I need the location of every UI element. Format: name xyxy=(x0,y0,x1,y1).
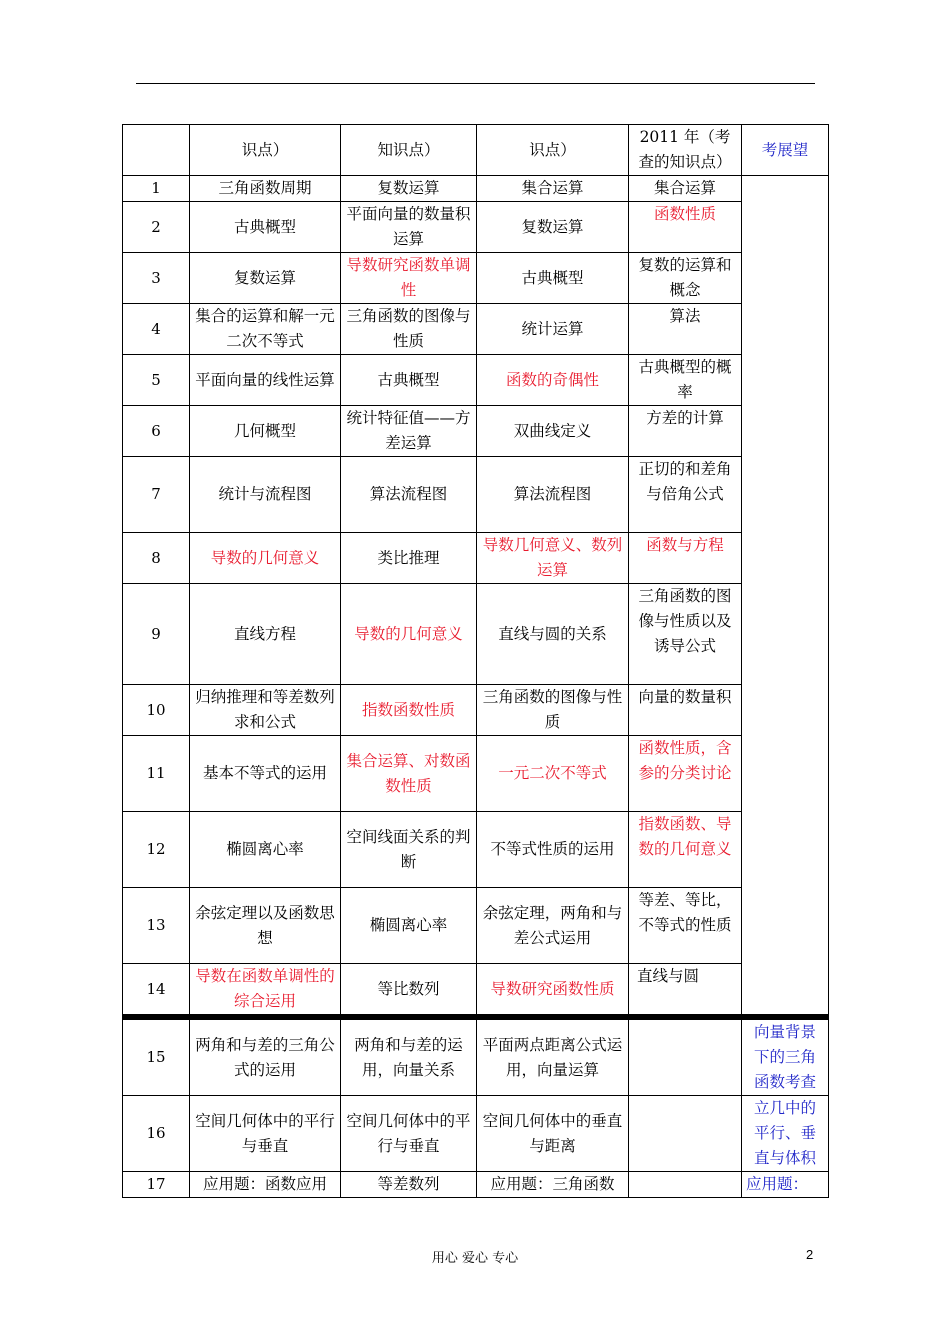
row-number: 5 xyxy=(123,355,190,406)
header-rule xyxy=(136,83,815,84)
table-cell: 两角和与差的三角公式的运用 xyxy=(190,1019,341,1096)
table-cell: 函数的奇偶性 xyxy=(477,355,629,406)
header-cell-outlook: 考展望 xyxy=(742,125,829,176)
table-cell: 函数性质，含参的分类讨论 xyxy=(629,736,742,812)
row-number: 1 xyxy=(123,176,190,202)
table-cell: 古典概型 xyxy=(341,355,477,406)
table-cell: 类比推理 xyxy=(341,533,477,584)
table-cell: 古典概型 xyxy=(477,253,629,304)
header-cell-index xyxy=(123,125,190,176)
table-cell: 空间几何体中的平行与垂直 xyxy=(341,1096,477,1172)
table-cell: 基本不等式的运用 xyxy=(190,736,341,812)
header-cell: 2011 年（考查的知识点） xyxy=(629,125,742,176)
table-cell: 方差的计算 xyxy=(629,406,742,457)
table-cell: 集合运算 xyxy=(629,176,742,202)
table-cell: 空间几何体中的平行与垂直 xyxy=(190,1096,341,1172)
table-cell xyxy=(629,1096,742,1172)
table-cell: 平面向量的线性运算 xyxy=(190,355,341,406)
table-cell: 复数运算 xyxy=(477,202,629,253)
table-cell: 等差数列 xyxy=(341,1172,477,1198)
row-number: 10 xyxy=(123,685,190,736)
table-cell: 直线与圆 xyxy=(629,964,742,1016)
table-cell: 统计运算 xyxy=(477,304,629,355)
table-cell: 应用题：三角函数 xyxy=(477,1172,629,1198)
table-cell: 古典概型的概率 xyxy=(629,355,742,406)
outlook-cell-empty xyxy=(742,176,829,1016)
table-cell: 三角函数的图像与性质 xyxy=(341,304,477,355)
table-cell: 直线与圆的关系 xyxy=(477,584,629,685)
table-cell: 余弦定理，两角和与差公式运用 xyxy=(477,888,629,964)
outlook-cell: 立几中的平行、垂直与体积 xyxy=(742,1096,829,1172)
table-cell: 应用题：函数应用 xyxy=(190,1172,341,1198)
table-cell: 等比数列 xyxy=(341,964,477,1016)
page-number: 2 xyxy=(806,1247,814,1262)
outlook-cell: 向量背景下的三角函数考查 xyxy=(742,1019,829,1096)
table-cell: 集合的运算和解一元二次不等式 xyxy=(190,304,341,355)
row-number: 12 xyxy=(123,812,190,888)
knowledge-points-table xyxy=(122,124,829,1198)
table-cell: 空间几何体中的垂直与距离 xyxy=(477,1096,629,1172)
table-row xyxy=(123,406,829,457)
table-row xyxy=(123,355,829,406)
table-cell: 古典概型 xyxy=(190,202,341,253)
table-cell: 几何概型 xyxy=(190,406,341,457)
table-cell: 不等式性质的运用 xyxy=(477,812,629,888)
table-row xyxy=(123,457,829,533)
table-cell: 算法流程图 xyxy=(477,457,629,533)
table-cell: 复数运算 xyxy=(190,253,341,304)
table-cell: 导数的几何意义 xyxy=(190,533,341,584)
table-cell: 椭圆离心率 xyxy=(190,812,341,888)
outlook-cell: 应用题： xyxy=(742,1172,829,1198)
table-cell: 复数运算 xyxy=(341,176,477,202)
table-cell: 复数的运算和概念 xyxy=(629,253,742,304)
table-cell: 三角函数的图像与性质 xyxy=(477,685,629,736)
table-row xyxy=(123,1172,829,1198)
table-cell: 余弦定理以及函数思想 xyxy=(190,888,341,964)
table-cell: 三角函数周期 xyxy=(190,176,341,202)
row-number: 15 xyxy=(123,1019,190,1096)
table-cell: 椭圆离心率 xyxy=(341,888,477,964)
header-cell: 知识点） xyxy=(341,125,477,176)
footer-text: 用心 爱心 专心 xyxy=(431,1251,519,1266)
row-number: 16 xyxy=(123,1096,190,1172)
row-number: 3 xyxy=(123,253,190,304)
table-cell: 指数函数、导数的几何意义 xyxy=(629,812,742,888)
table-cell: 导数在函数单调性的综合运用 xyxy=(190,964,341,1016)
table-row xyxy=(123,584,829,685)
row-number: 2 xyxy=(123,202,190,253)
table-cell: 统计特征值——方差运算 xyxy=(341,406,477,457)
table-cell: 指数函数性质 xyxy=(341,685,477,736)
table-cell: 平面向量的数量积运算 xyxy=(341,202,477,253)
row-number: 7 xyxy=(123,457,190,533)
table-row xyxy=(123,888,829,964)
table-cell xyxy=(629,1172,742,1198)
row-number: 8 xyxy=(123,533,190,584)
table-row xyxy=(123,1096,829,1172)
row-number: 6 xyxy=(123,406,190,457)
header-cell: 识点） xyxy=(190,125,341,176)
row-number: 14 xyxy=(123,964,190,1016)
table-cell: 归纳推理和等差数列求和公式 xyxy=(190,685,341,736)
table-cell: 直线方程 xyxy=(190,584,341,685)
row-number: 4 xyxy=(123,304,190,355)
table-cell: 导数几何意义、数列运算 xyxy=(477,533,629,584)
table-cell: 等差、等比，不等式的性质 xyxy=(629,888,742,964)
table-row xyxy=(123,533,829,584)
table-cell: 正切的和差角与倍角公式 xyxy=(629,457,742,533)
header-cell: 识点） xyxy=(477,125,629,176)
table-cell: 统计与流程图 xyxy=(190,457,341,533)
table-cell: 两角和与差的运用，向量关系 xyxy=(341,1019,477,1096)
table-cell: 一元二次不等式 xyxy=(477,736,629,812)
table-cell: 空间线面关系的判断 xyxy=(341,812,477,888)
row-number: 9 xyxy=(123,584,190,685)
table-cell: 向量的数量积 xyxy=(629,685,742,736)
table-row xyxy=(123,253,829,304)
table-cell: 双曲线定义 xyxy=(477,406,629,457)
table-row xyxy=(123,685,829,736)
table-cell: 平面两点距离公式运用，向量运算 xyxy=(477,1019,629,1096)
table-cell xyxy=(629,1019,742,1096)
table-cell: 算法 xyxy=(629,304,742,355)
table-row xyxy=(123,202,829,253)
table-cell: 导数的几何意义 xyxy=(341,584,477,685)
table-cell: 导数研究函数单调性 xyxy=(341,253,477,304)
table-row xyxy=(123,964,829,1016)
table-cell: 函数性质 xyxy=(629,202,742,253)
table-cell: 算法流程图 xyxy=(341,457,477,533)
row-number: 11 xyxy=(123,736,190,812)
row-number: 13 xyxy=(123,888,190,964)
row-number: 17 xyxy=(123,1172,190,1198)
table-cell: 函数与方程 xyxy=(629,533,742,584)
table-row xyxy=(123,176,829,202)
table-row xyxy=(123,304,829,355)
table-row xyxy=(123,736,829,812)
table-header-row xyxy=(123,125,829,176)
table-cell: 集合运算 xyxy=(477,176,629,202)
table-cell: 导数研究函数性质 xyxy=(477,964,629,1016)
table-row xyxy=(123,1019,829,1096)
table-row xyxy=(123,812,829,888)
table-cell: 集合运算、对数函数性质 xyxy=(341,736,477,812)
table-cell: 三角函数的图像与性质以及诱导公式 xyxy=(629,584,742,685)
